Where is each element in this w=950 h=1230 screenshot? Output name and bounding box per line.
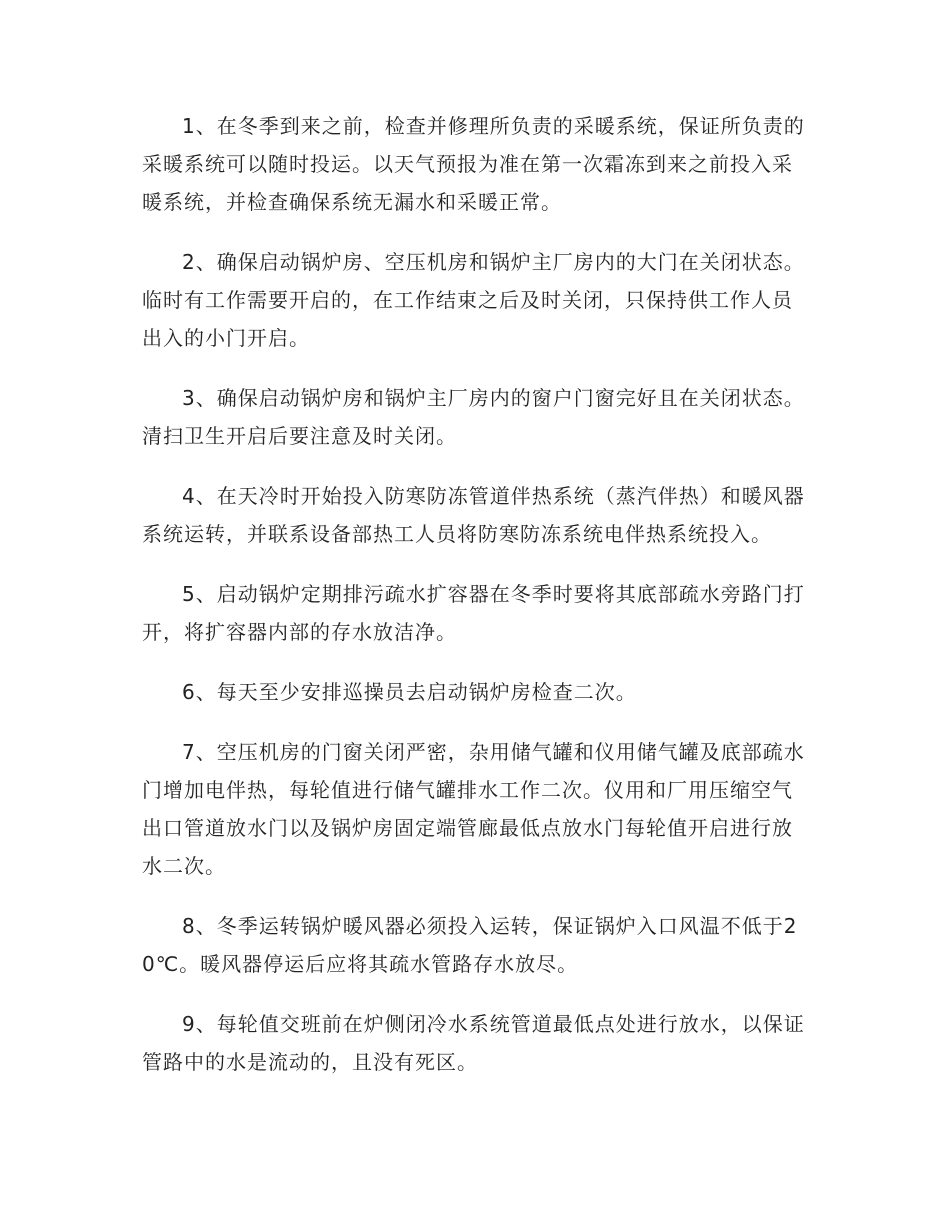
document-body	[142, 107, 812, 1103]
paragraph-4: 4、在天冷时开始投入防寒防冻管道伴热系统（蒸汽伴热）和暖风器系统运转，并联系设备部热工人员将防寒防冻系统电伴热系统投入。	[142, 484, 805, 546]
paragraph-5: 5、启动锅炉定期排污疏水扩容器在冬季时要将其底部疏水旁路门打开，将扩容器内部的存水放洁净。	[142, 582, 805, 644]
paragraph-9: 9、每轮值交班前在炉侧闭冷水系统管道最低点处进行放水，以保证管路中的水是流动的，且没有死区。	[142, 1012, 805, 1074]
paragraph-1: 1、在冬季到来之前，检查并修理所负责的采暖系统，保证所负责的采暖系统可以随时投运。以天气预报为准在第一次霜冻到来之前投入采暖系统，并检查确保系统无漏水和采暖正常。	[142, 114, 805, 214]
paragraph-3: 3、确保启动锅炉房和锅炉主厂房内的窗户门窗完好且在关闭状态。清扫卫生开启后要注意及时关闭。	[142, 386, 805, 448]
paragraph-7: 7、空压机房的门窗关闭严密，杂用储气罐和仪用储气罐及底部疏水门增加电伴热，每轮值进行储气罐排水工作二次。仪用和厂用压缩空气出口管道放水门以及锅炉房固定端管廊最低点放水门每轮值开启进行放水二次。	[142, 740, 805, 878]
paragraph-2: 2、确保启动锅炉房、空压机房和锅炉主厂房内的大门在关闭状态。临时有工作需要开启的，在工作结束之后及时关闭，只保持供工作人员出入的小门开启。	[142, 250, 805, 350]
paragraph-8: 8、冬季运转锅炉暖风器必须投入运转，保证锅炉入口风温不低于20℃。暖风器停运后应将其疏水管路存水放尽。	[142, 914, 798, 976]
paragraph-6: 6、每天至少安排巡操员去启动锅炉房检查二次。	[182, 680, 637, 704]
